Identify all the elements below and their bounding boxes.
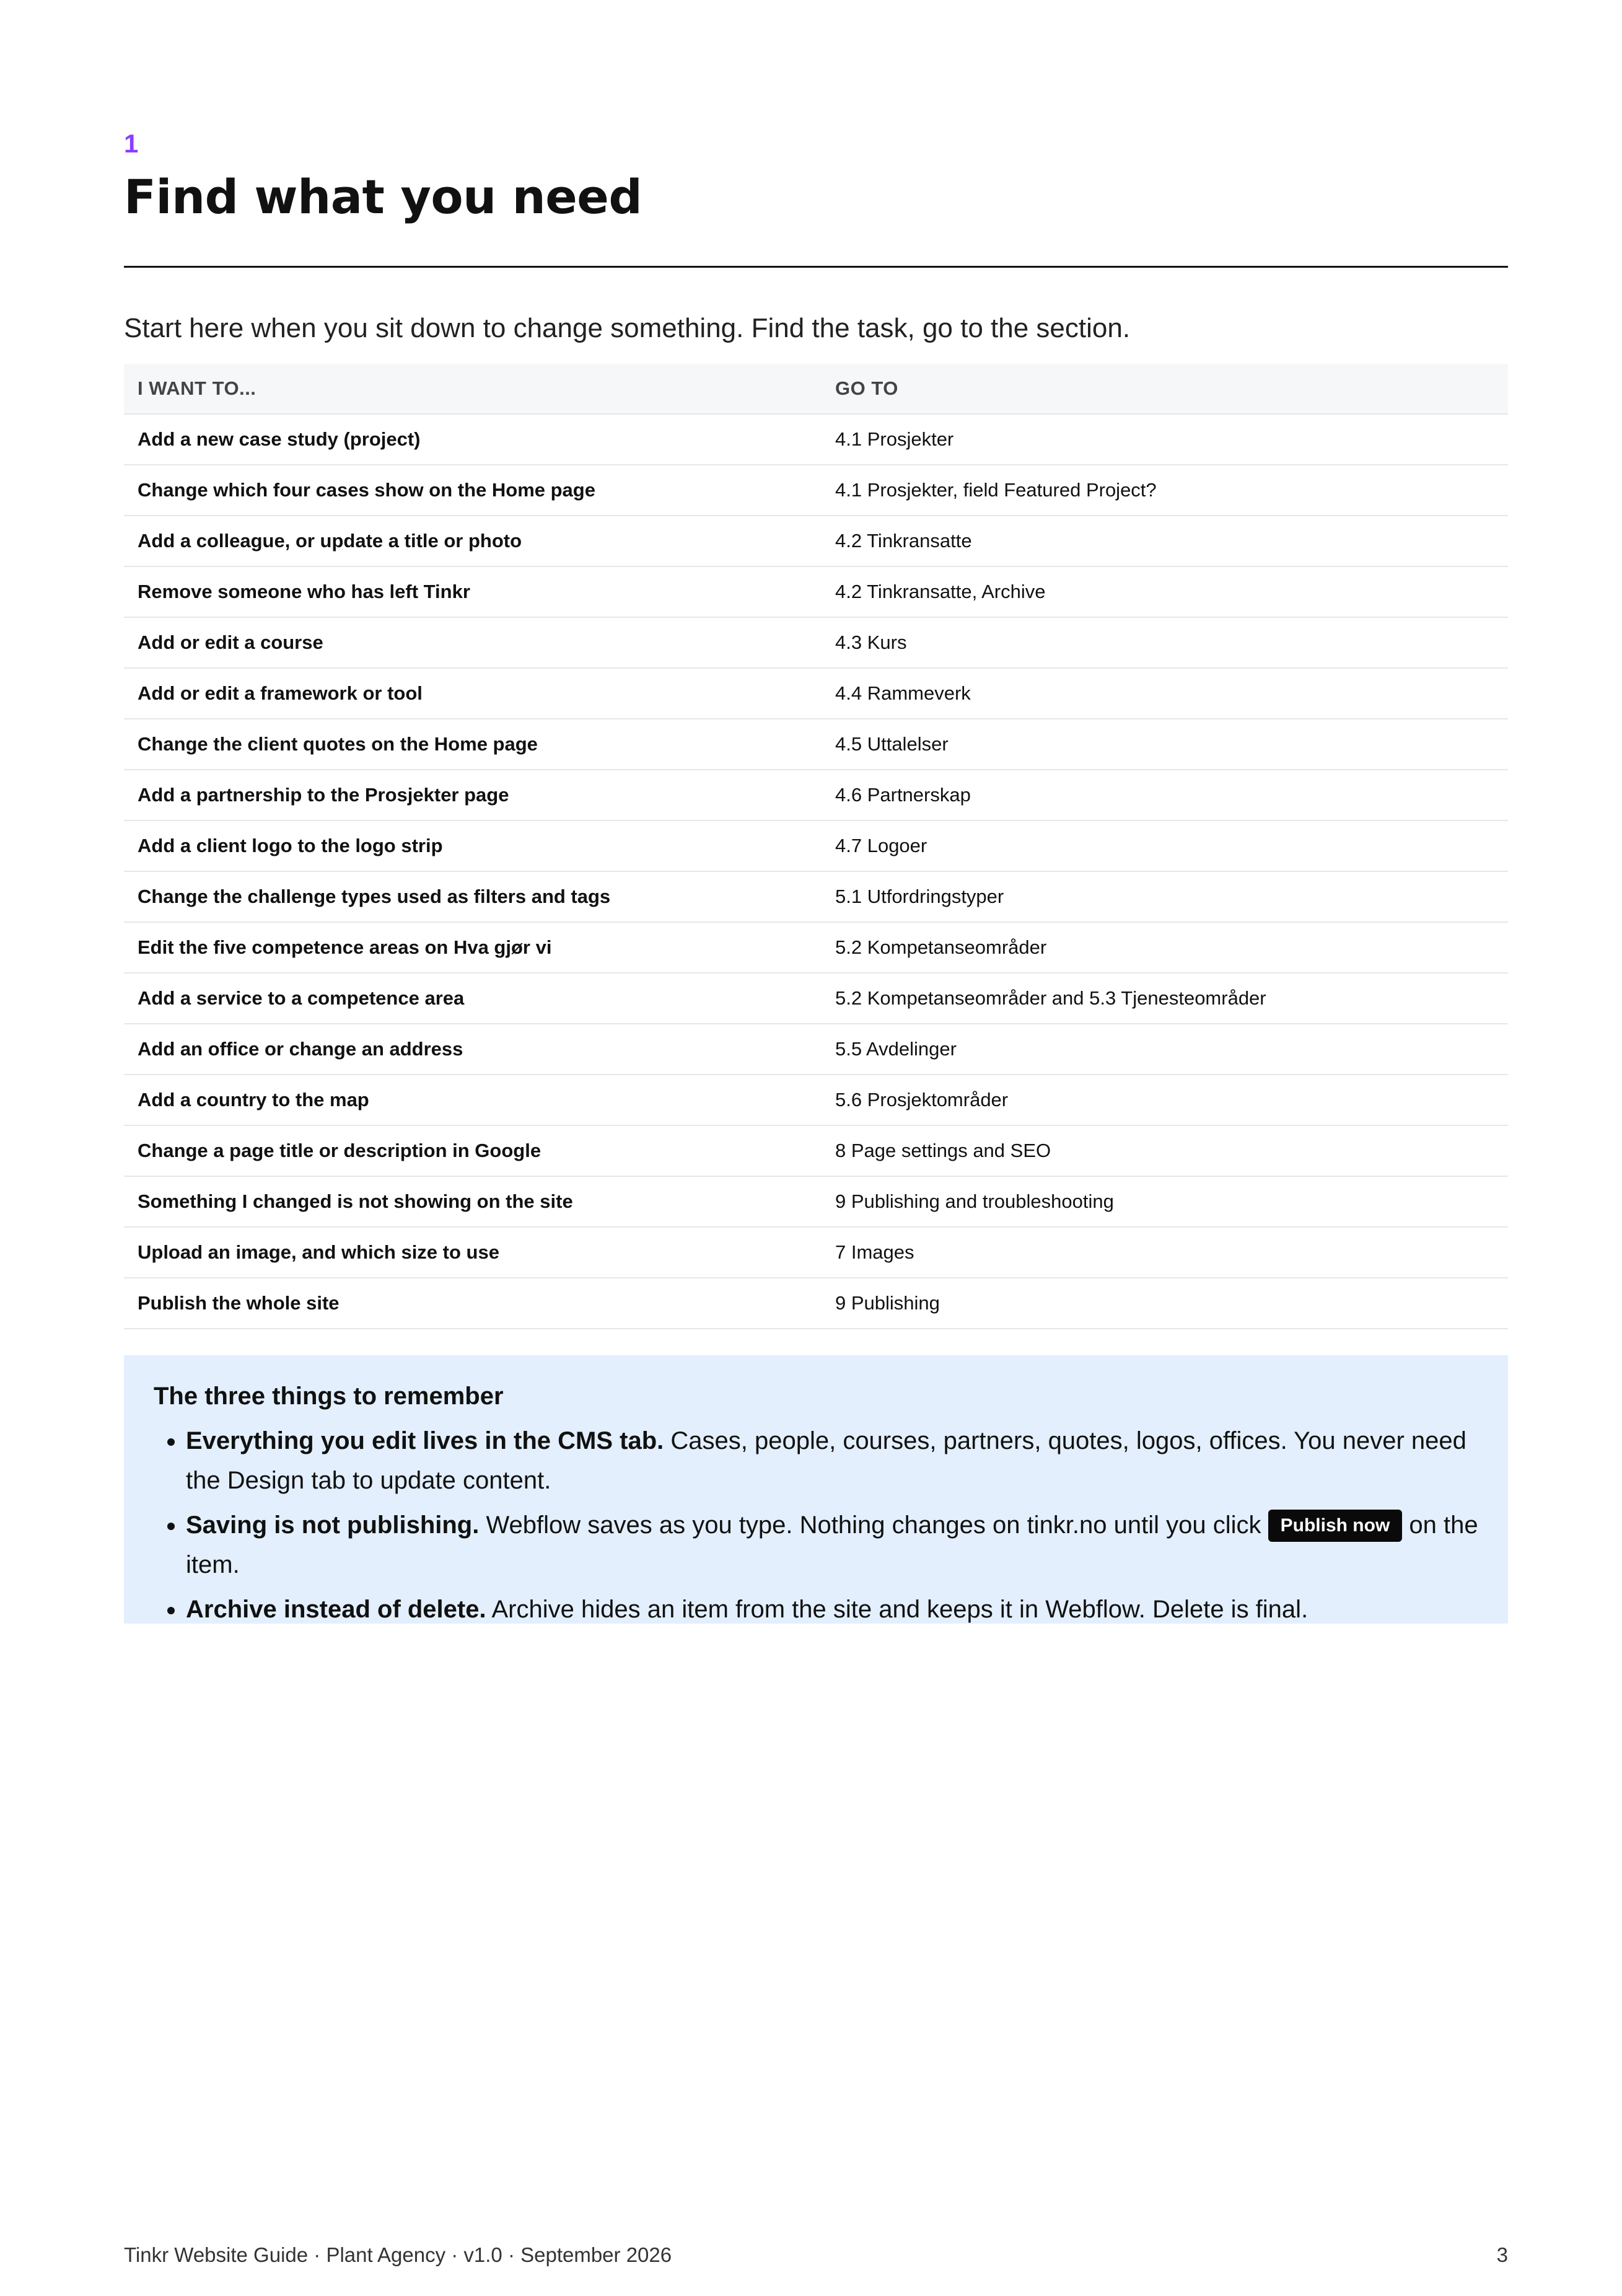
- column-header-task: I WANT TO...: [124, 364, 822, 414]
- goto-cell: 5.1 Utfordringstyper: [822, 871, 1508, 922]
- table-row: [124, 1024, 1508, 1075]
- list-item: [186, 1590, 1478, 1629]
- goto-cell: 4.2 Tinkransatte: [822, 516, 1508, 566]
- callout-title: The three things to remember: [154, 1383, 504, 1410]
- task-cell: Upload an image, and which size to use: [124, 1227, 822, 1278]
- remember-callout: [124, 1355, 1508, 1624]
- table-row: [124, 973, 1508, 1024]
- table-row: [124, 465, 1508, 516]
- task-cell: Edit the five competence areas on Hva gjør vi: [124, 922, 822, 973]
- column-header-goto: GO TO: [822, 364, 1508, 414]
- table-header-row: [124, 364, 1508, 414]
- goto-cell: 9 Publishing and troubleshooting: [822, 1176, 1508, 1227]
- goto-cell: 5.2 Kompetanseområder: [822, 922, 1508, 973]
- callout-item-lead: Archive instead of delete.: [186, 1596, 486, 1623]
- task-cell: Add an office or change an address: [124, 1024, 822, 1075]
- callout-item-lead: Everything you edit lives in the CMS tab.: [186, 1427, 664, 1454]
- title-divider: [124, 266, 1508, 268]
- list-item: [186, 1505, 1478, 1585]
- task-table-body: [124, 414, 1508, 1329]
- task-cell: Add a client logo to the logo strip: [124, 820, 822, 871]
- callout-item-text: on the item.: [186, 1511, 1478, 1578]
- goto-cell: 4.1 Prosjekter: [822, 414, 1508, 465]
- table-row: [124, 820, 1508, 871]
- task-cell: Add a country to the map: [124, 1075, 822, 1125]
- task-cell: Change the challenge types used as filters and tags: [124, 871, 822, 922]
- task-cell: Add a new case study (project): [124, 414, 822, 465]
- task-cell: Add or edit a course: [124, 617, 822, 668]
- table-row: [124, 1125, 1508, 1176]
- table-row: [124, 719, 1508, 770]
- section-number: 1: [124, 129, 139, 158]
- task-cell: Add a colleague, or update a title or photo: [124, 516, 822, 566]
- callout-item-lead: Saving is not publishing.: [186, 1511, 480, 1539]
- goto-cell: 4.3 Kurs: [822, 617, 1508, 668]
- publish-now-button: Publish now: [1268, 1510, 1403, 1542]
- task-cell: Add a partnership to the Prosjekter page: [124, 770, 822, 820]
- table-row: [124, 1075, 1508, 1125]
- callout-item-text: Cases, people, courses, partners, quotes, logos, offices. You never need the Design tab to update content.: [186, 1427, 1466, 1494]
- table-row: [124, 871, 1508, 922]
- goto-cell: 4.4 Rammeverk: [822, 668, 1508, 719]
- table-row: [124, 922, 1508, 973]
- task-cell: Add a service to a competence area: [124, 973, 822, 1024]
- callout-item-text: Webflow saves as you type. Nothing changes on tinkr.no until you click: [479, 1511, 1268, 1539]
- table-row: [124, 668, 1508, 719]
- goto-cell: 4.6 Partnerskap: [822, 770, 1508, 820]
- list-item: [186, 1421, 1478, 1500]
- table-row: [124, 566, 1508, 617]
- page-number: 3: [1496, 2243, 1508, 2266]
- task-cell: Publish the whole site: [124, 1278, 822, 1329]
- goto-cell: 4.1 Prosjekter, field Featured Project?: [822, 465, 1508, 516]
- goto-cell: 4.7 Logoer: [822, 820, 1508, 871]
- task-cell: Change a page title or description in Google: [124, 1125, 822, 1176]
- table-row: [124, 770, 1508, 820]
- footer-text: Tinkr Website Guide · Plant Agency · v1.0 · September 2026: [124, 2243, 672, 2266]
- intro-text: Start here when you sit down to change something. Find the task, go to the section.: [124, 313, 1131, 343]
- table-row: [124, 617, 1508, 668]
- callout-list: [154, 1421, 1478, 1629]
- page-title: Find what you need: [124, 169, 642, 224]
- task-cell: Change the client quotes on the Home page: [124, 719, 822, 770]
- task-cell: Change which four cases show on the Home page: [124, 465, 822, 516]
- goto-cell: 9 Publishing: [822, 1278, 1508, 1329]
- goto-cell: 4.5 Uttalelser: [822, 719, 1508, 770]
- table-row: [124, 516, 1508, 566]
- table-row: [124, 1176, 1508, 1227]
- table-row: [124, 1278, 1508, 1329]
- goto-cell: 7 Images: [822, 1227, 1508, 1278]
- task-cell: Add or edit a framework or tool: [124, 668, 822, 719]
- goto-cell: 5.2 Kompetanseområder and 5.3 Tjenesteområder: [822, 973, 1508, 1024]
- task-cell: Remove someone who has left Tinkr: [124, 566, 822, 617]
- table-row: [124, 1227, 1508, 1278]
- goto-cell: 8 Page settings and SEO: [822, 1125, 1508, 1176]
- goto-cell: 5.5 Avdelinger: [822, 1024, 1508, 1075]
- task-table: [124, 364, 1508, 1329]
- task-cell: Something I changed is not showing on the site: [124, 1176, 822, 1227]
- callout-item-text: Archive hides an item from the site and keeps it in Webflow. Delete is final.: [486, 1596, 1309, 1623]
- goto-cell: 5.6 Prosjektområder: [822, 1075, 1508, 1125]
- table-row: [124, 414, 1508, 465]
- goto-cell: 4.2 Tinkransatte, Archive: [822, 566, 1508, 617]
